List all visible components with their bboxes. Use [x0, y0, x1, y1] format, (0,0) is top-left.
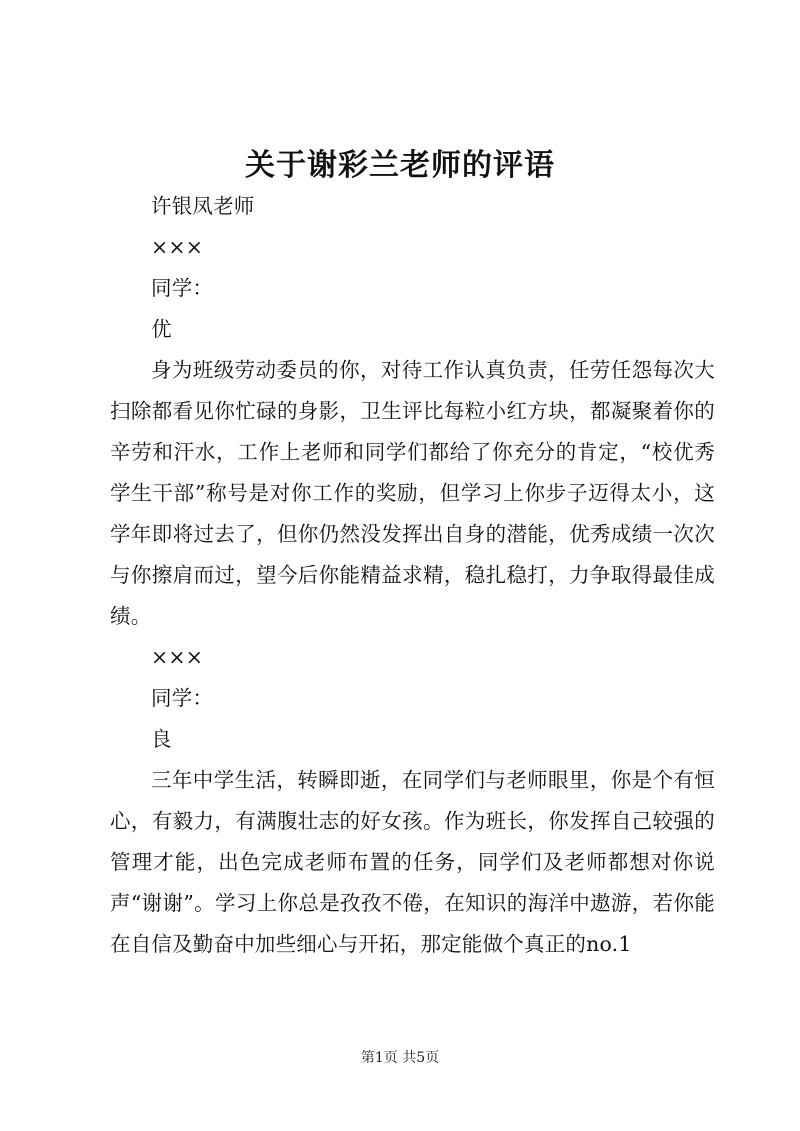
greeting-line: 同学： [151, 276, 214, 300]
document-title: 关于谢彩兰老师的评语 [245, 148, 555, 183]
greeting-line: 同学： [151, 686, 214, 710]
teacher-name-line: 许银凤老师 [151, 194, 255, 218]
grade-line: 优 [151, 317, 172, 341]
student-name-placeholder: ××× [151, 645, 204, 669]
page-number-footer: 第1页 共5页 [360, 1050, 440, 1066]
comment-paragraph: 三年中学生活，转瞬即逝，在同学们与老师眼里，你是个有恒心，有毅力，有满腹壮志的好女孩。作为班长，你发挥自己较强的管理才能，出色完成老师布置的任务，同学们及老师都想对你说声“谢谢”。学习上你总是孜孜不倦，在知识的海洋中遨游，若你能在自信及勤奋中加些细心与开拓，那定能做个真正的no.1 [110, 768, 715, 956]
grade-line: 良 [151, 727, 172, 751]
document-body [110, 186, 715, 965]
student-name-placeholder: ××× [151, 235, 204, 259]
comment-paragraph: 身为班级劳动委员的你，对待工作认真负责，任劳任怨每次大扫除都看见你忙碌的身影，卫生评比每粒小红方块，都凝聚着你的辛劳和汗水，工作上老师和同学们都给了你充分的肯定，“校优秀学生干部”称号是对你工作的奖励，但学习上你步子迈得太小，这学年即将过去了，但你仍然没发挥出自身的潜能，优秀成绩一次次与你擦肩而过，望今后你能精益求精，稳扎稳打，力争取得最佳成绩。 [110, 358, 715, 628]
